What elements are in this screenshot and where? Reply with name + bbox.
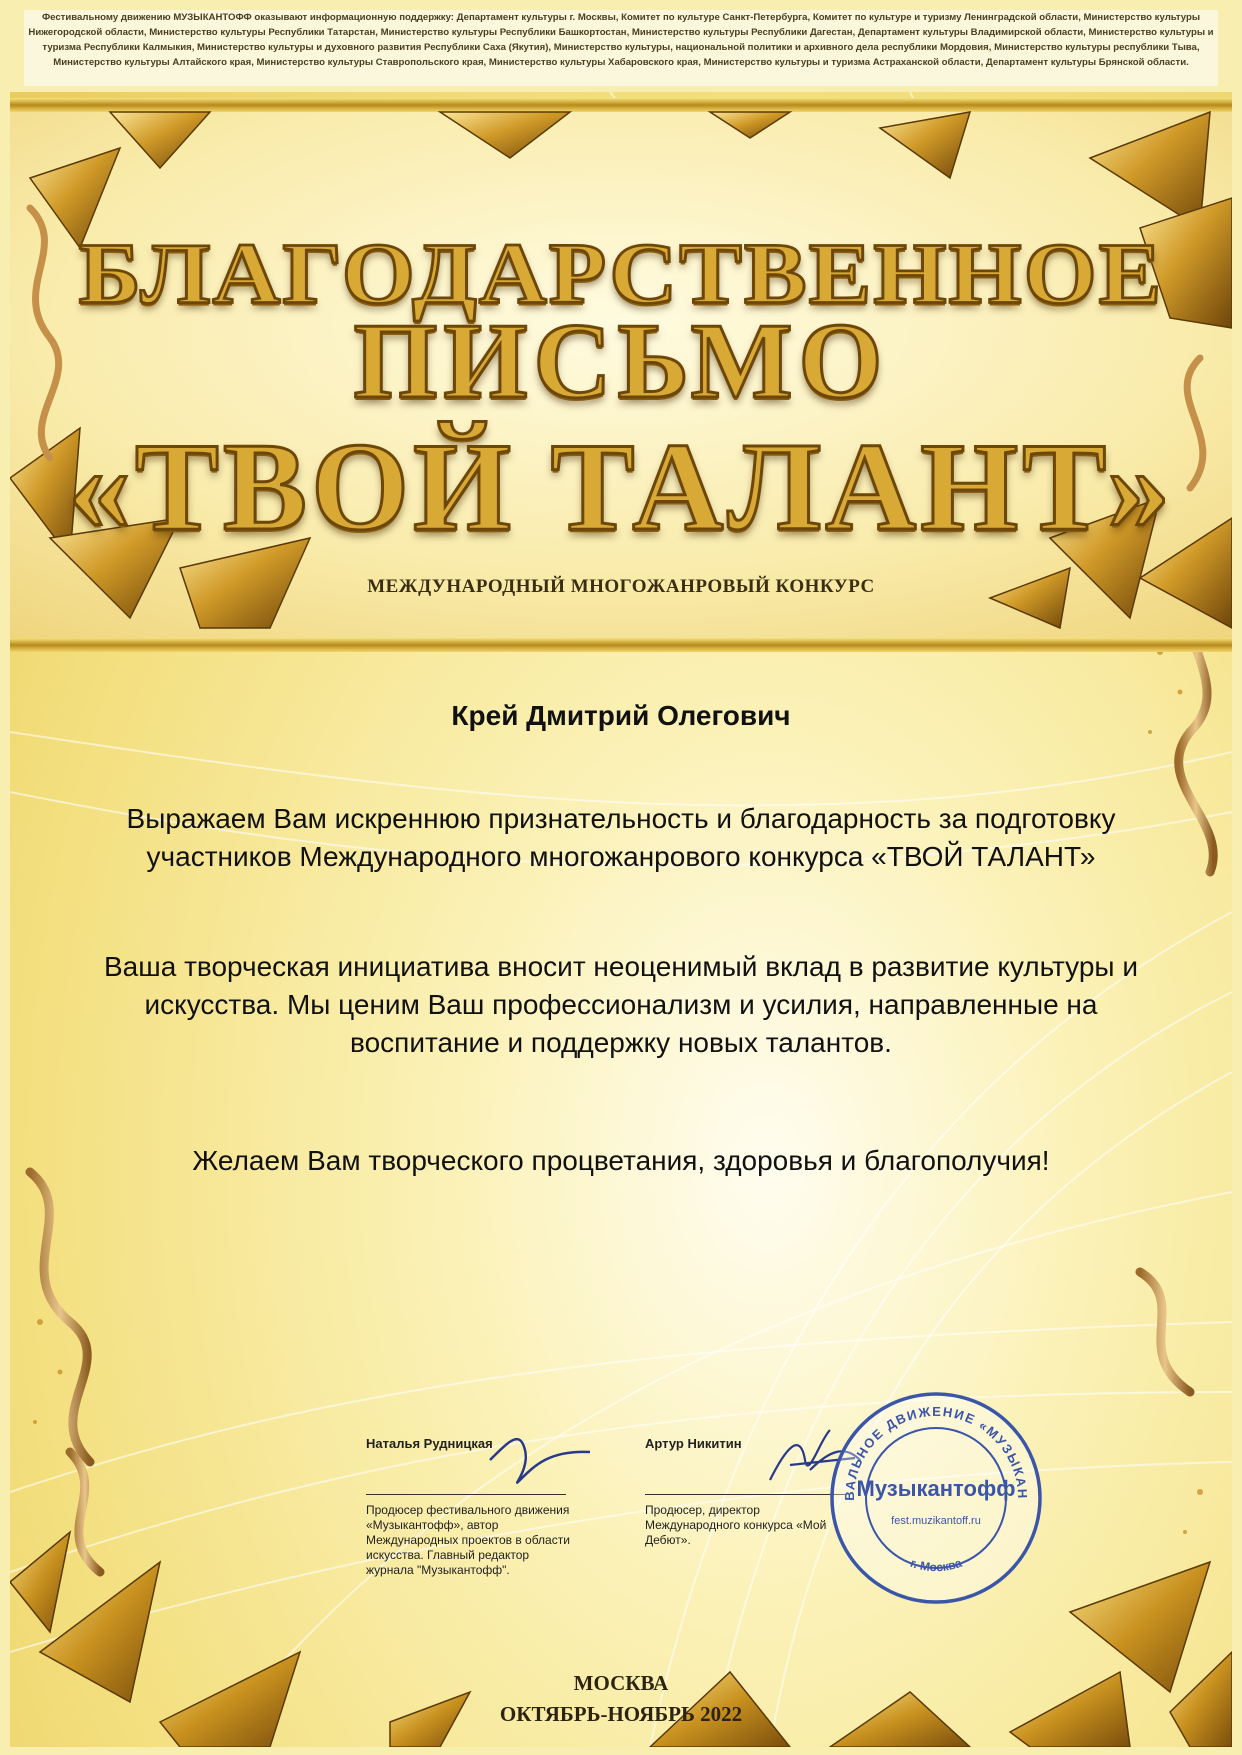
title-line-1: БЛАГОДАРСТВЕННОЕ xyxy=(78,226,1164,322)
stamp-ring-text: ВАЛЬНОЕ ДВИЖЕНИЕ «МУЗЫКАН xyxy=(841,1403,1031,1501)
organization-stamp xyxy=(826,1388,1046,1608)
signatory-1-name: Наталья Рудницкая xyxy=(366,1436,493,1451)
body-paragraph-1: Выражаем Вам искреннюю признательность и благодарность за подготовку участников Международного многожанрового конкурса «ТВОЙ ТАЛАНТ» xyxy=(126,803,1116,872)
body-paragraph-3: Желаем Вам творческого процветания, здоровья и благополучия! xyxy=(192,1145,1050,1176)
signature-2-line xyxy=(645,1494,845,1495)
header-banner xyxy=(10,98,1232,658)
stamp-brand: Музыкантофф xyxy=(856,1476,1016,1501)
stamp-city-text: г. Москва xyxy=(908,1555,964,1575)
signature-1-line xyxy=(366,1494,566,1495)
recipient-name: Крей Дмитрий Олегович xyxy=(451,700,791,731)
signature-1-scribble xyxy=(480,1420,600,1500)
subtitle: МЕЖДУНАРОДНЫЙ МНОГОЖАНРОВЫЙ КОНКУРС xyxy=(367,576,875,597)
title-line-2: ПИСЬМО xyxy=(353,302,889,421)
header-bottom-border xyxy=(10,638,1232,652)
footer-city: МОСКВА xyxy=(573,1671,669,1695)
signatory-2-name: Артур Никитин xyxy=(645,1436,742,1451)
signatory-2-role: Продюсер, директор Международного конкурса «Мой Дебют». xyxy=(645,1503,827,1547)
support-text: Фестивальному движению МУЗЫКАНТОФФ оказывают информационную поддержку: Департамент культуры г. Москвы, Комитет по культуре Санкт-Петербурга, Комитет по культуре и туризму Ленинградской области, Министерство культуры Нижегородской области, Министерство культуры Республики Татарстан, Министерство культуры Республики Башкортостан, Министерство культуры Республики Дагестан, Департамент культуры Владимирской области, Министерство культуры и туризма Республики Калмыкия, Министерство культуры и духовного развития Республики Саха (Якутия), Министерство культуры, национальной политики и архивного дела республики Мордовия, Министерство культуры республики Тыва, Министерство культуры Алтайского края, Министерство культуры Ставропольского края, Министерство культуры Хабаровского края, Министерство культуры и туризма Астраханской области, Департамент культуры Брянской области. xyxy=(24,10,1218,86)
body-paragraph-2: Ваша творческая инициатива вносит неоценимый вклад в развитие культуры и искусства. Мы ценим Ваш профессионализм и усилия, направленные на воспитание и поддержку новых талантов. xyxy=(104,951,1138,1058)
stamp-url: fest.muzikantoff.ru xyxy=(891,1515,981,1527)
stamp-seal xyxy=(826,1388,1046,1608)
footer-date: ОКТЯБРЬ-НОЯБРЬ 2022 xyxy=(499,1702,743,1726)
signatory-1-role: Продюсер фестивального движения «Музыкантофф», автор Международных проектов в области искусства. Главный редактор журнала "Музыкантофф". xyxy=(366,1503,570,1577)
title-line-3: «ТВОЙ ТАЛАНТ» xyxy=(67,418,1175,557)
